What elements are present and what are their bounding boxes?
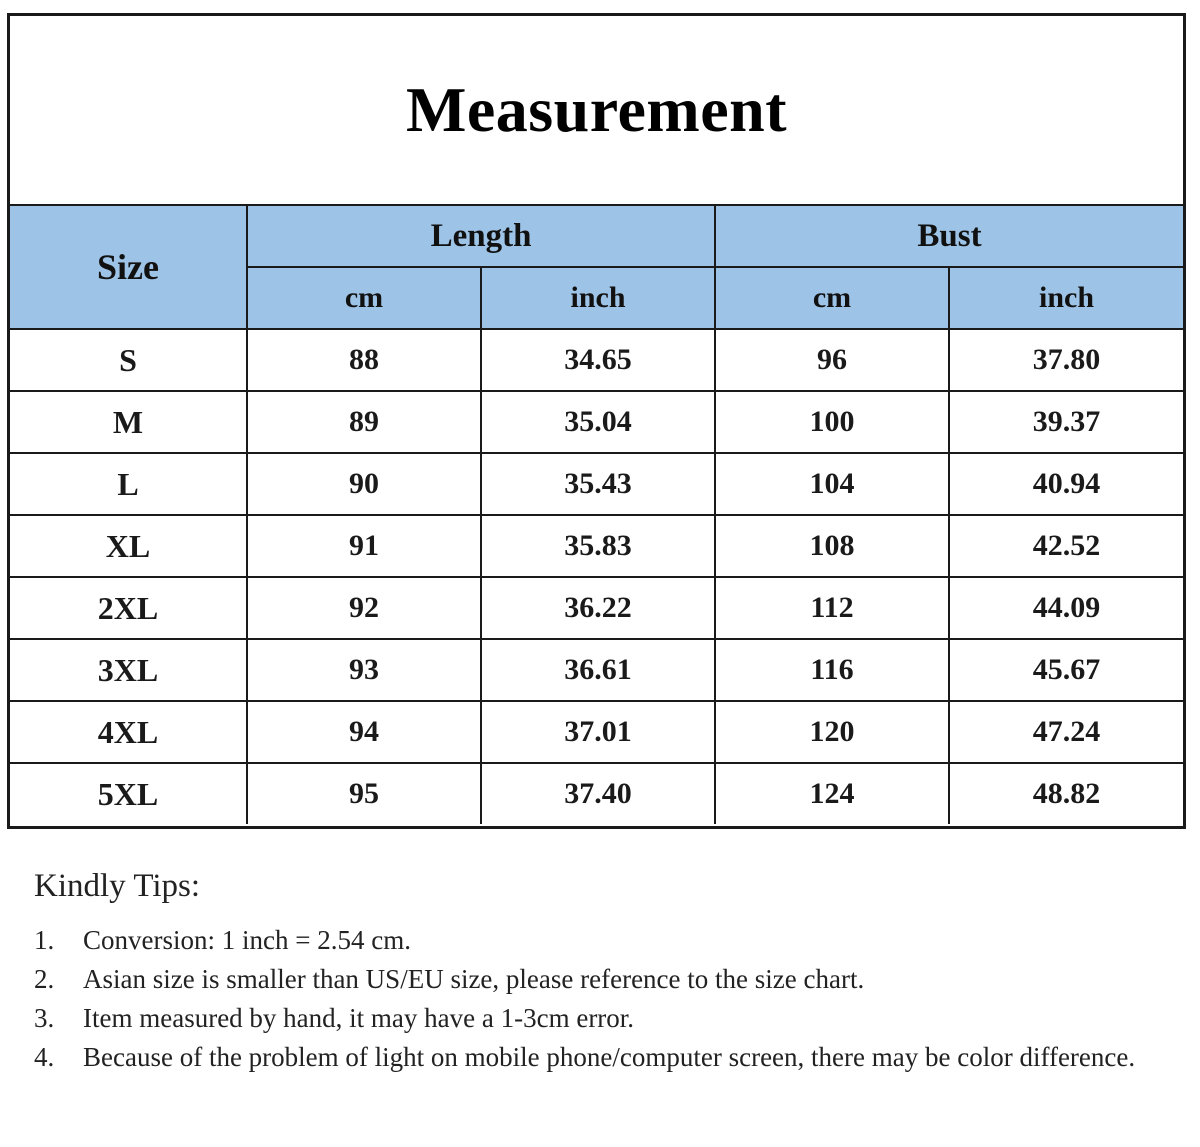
tip-text: Because of the problem of light on mobile phone/computer screen, there may be color difference. [83, 1042, 1136, 1072]
table-row [10, 515, 1183, 577]
tip-number: 3. [34, 1003, 55, 1033]
length-inch-cell: 36.61 [481, 639, 715, 701]
length-inch-cell: 36.22 [481, 577, 715, 639]
bust-inch-cell: 42.52 [949, 515, 1183, 577]
table-row [10, 453, 1183, 515]
length-inch-cell: 35.04 [481, 391, 715, 453]
list-item [34, 1038, 1166, 1077]
bust-cm-header: cm [715, 267, 949, 329]
length-inch-cell: 34.65 [481, 329, 715, 391]
length-inch-header: inch [481, 267, 715, 329]
tips-section [34, 868, 1166, 1077]
length-group-header: Length [247, 206, 715, 267]
length-inch-cell: 37.40 [481, 763, 715, 824]
bust-cm-cell: 120 [715, 701, 949, 763]
bust-inch-cell: 39.37 [949, 391, 1183, 453]
size-cell: 5XL [10, 763, 247, 824]
length-cm-cell: 91 [247, 515, 481, 577]
size-cell: 4XL [10, 701, 247, 763]
table-row [10, 577, 1183, 639]
list-item [34, 999, 1166, 1038]
table-row [10, 763, 1183, 824]
page-title: Measurement [405, 74, 788, 145]
tip-text: Conversion: 1 inch = 2.54 cm. [83, 925, 411, 955]
length-cm-cell: 93 [247, 639, 481, 701]
bust-cm-cell: 116 [715, 639, 949, 701]
bust-inch-cell: 48.82 [949, 763, 1183, 824]
tip-number: 2. [34, 964, 55, 994]
table-row [10, 639, 1183, 701]
length-inch-cell: 35.43 [481, 453, 715, 515]
size-cell: M [10, 391, 247, 453]
bust-cm-cell: 100 [715, 391, 949, 453]
length-cm-cell: 89 [247, 391, 481, 453]
bust-group-header: Bust [715, 206, 1183, 267]
size-cell: 3XL [10, 639, 247, 701]
bust-cm-cell: 104 [715, 453, 949, 515]
length-inch-cell: 37.01 [481, 701, 715, 763]
list-item [34, 960, 1166, 999]
bust-cm-cell: 124 [715, 763, 949, 824]
tip-number: 1. [34, 925, 55, 955]
length-cm-cell: 92 [247, 577, 481, 639]
title-box [10, 16, 1183, 206]
tip-text: Asian size is smaller than US/EU size, please reference to the size chart. [83, 964, 865, 994]
size-cell: 2XL [10, 577, 247, 639]
bust-inch-cell: 44.09 [949, 577, 1183, 639]
bust-inch-cell: 40.94 [949, 453, 1183, 515]
bust-inch-cell: 47.24 [949, 701, 1183, 763]
list-item [34, 921, 1166, 960]
size-cell: S [10, 329, 247, 391]
bust-cm-cell: 108 [715, 515, 949, 577]
size-cell: L [10, 453, 247, 515]
size-chart [7, 13, 1186, 829]
bust-inch-header: inch [949, 267, 1183, 329]
table-row [10, 329, 1183, 391]
length-cm-cell: 95 [247, 763, 481, 824]
table-row [10, 391, 1183, 453]
length-cm-cell: 88 [247, 329, 481, 391]
size-column-header: Size [10, 206, 247, 329]
length-cm-cell: 94 [247, 701, 481, 763]
size-cell: XL [10, 515, 247, 577]
bust-inch-cell: 37.80 [949, 329, 1183, 391]
length-cm-header: cm [247, 267, 481, 329]
bust-inch-cell: 45.67 [949, 639, 1183, 701]
size-table [10, 206, 1183, 824]
tip-text: Item measured by hand, it may have a 1-3cm error. [83, 1003, 635, 1033]
tips-list [34, 921, 1166, 1077]
table-row [10, 701, 1183, 763]
bust-cm-cell: 96 [715, 329, 949, 391]
tips-title: Kindly Tips: [34, 868, 200, 904]
header-row-groups [10, 206, 1183, 267]
tip-number: 4. [34, 1042, 55, 1072]
length-inch-cell: 35.83 [481, 515, 715, 577]
length-cm-cell: 90 [247, 453, 481, 515]
bust-cm-cell: 112 [715, 577, 949, 639]
